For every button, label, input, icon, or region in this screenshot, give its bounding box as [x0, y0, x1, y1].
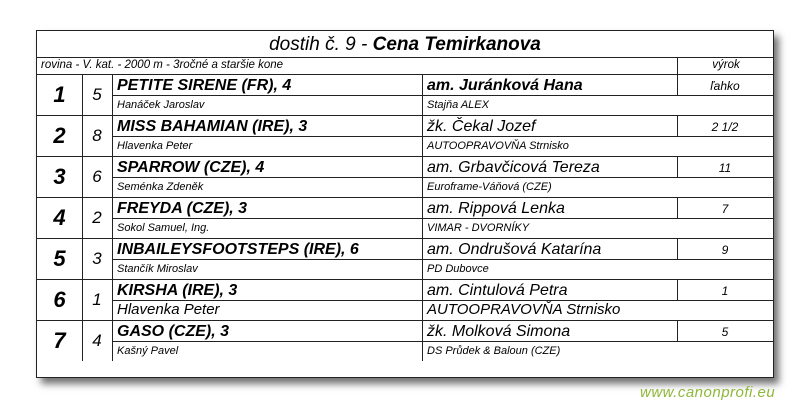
race-conditions: rovina - V. kat. - 2000 m - 3ročné a staršie kone — [41, 59, 284, 71]
entry-row — [37, 75, 773, 116]
entry-row — [37, 239, 773, 280]
horse-name: GASO (CZE), 3 — [117, 323, 230, 340]
owner-name: žk. Molková Simona — [427, 323, 571, 340]
entry-row — [37, 116, 773, 157]
stable-name: Euroframe-Váňová (CZE) — [427, 181, 552, 193]
jockey-name: Hanáček Jaroslav — [117, 99, 205, 111]
start-number: 1 — [82, 280, 113, 320]
race-title-name: Cena Temirkanova — [372, 34, 541, 55]
start-number: 2 — [82, 198, 113, 238]
start-number: 4 — [82, 321, 113, 361]
result-margin: 11 — [718, 161, 732, 175]
start-number: 3 — [82, 239, 113, 279]
start-number: 6 — [82, 157, 113, 197]
finish-position: 1 — [37, 75, 83, 115]
start-number: 8 — [82, 116, 113, 156]
stable-name: Stajňa ALEX — [427, 99, 489, 111]
result-margin: 1 — [721, 284, 729, 298]
entry-row — [37, 198, 773, 239]
finish-position: 3 — [37, 157, 83, 197]
race-title — [37, 31, 773, 58]
race-title-prefix: dostih č. 9 - — [269, 34, 368, 55]
result-margin: 9 — [721, 243, 729, 257]
horse-name: SPARROW (CZE), 4 — [117, 159, 265, 176]
finish-position: 7 — [37, 321, 83, 361]
result-margin: 5 — [721, 325, 729, 339]
horse-name: INBAILEYSFOOTSTEPS (IRE), 6 — [117, 241, 359, 258]
owner-name: am. Ondrušová Katarína — [427, 241, 602, 258]
owner-name: žk. Čekal Jozef — [427, 118, 536, 135]
owner-name: am. Grbavčicová Tereza — [427, 159, 600, 176]
jockey-name: Hlavenka Peter — [117, 140, 193, 152]
finish-position: 6 — [37, 280, 83, 320]
jockey-name: Seménka Zdeněk — [117, 181, 204, 193]
jockey-name: Hlavenka Peter — [117, 301, 220, 318]
stable-name: DS Průdek & Baloun (CZE) — [427, 345, 561, 357]
result-margin: 2 1/2 — [711, 120, 739, 134]
horse-name: MISS BAHAMIAN (IRE), 3 — [117, 118, 308, 135]
horse-name: FREYDA (CZE), 3 — [117, 200, 248, 217]
horse-name: KIRSHA (IRE), 3 — [117, 282, 238, 299]
owner-name: am. Rippová Lenka — [427, 200, 565, 217]
result-margin: ľahko — [710, 79, 740, 93]
result-margin: 7 — [721, 202, 729, 216]
result-column-header: výrok — [677, 57, 774, 74]
owner-name: am. Juránková Hana — [427, 77, 583, 94]
horse-name: PETITE SIRENE (FR), 4 — [117, 77, 292, 94]
finish-position: 2 — [37, 116, 83, 156]
jockey-name: Kašný Pavel — [117, 345, 179, 357]
entry-row — [37, 280, 773, 321]
entry-row — [37, 321, 773, 361]
jockey-name: Sokol Samuel, Ing. — [117, 222, 210, 234]
race-conditions-row — [37, 57, 773, 75]
race-result-card — [36, 30, 774, 378]
stable-name: VIMAR - DVORNÍKY — [427, 222, 530, 234]
entry-row — [37, 157, 773, 198]
stable-name: PD Dubovce — [427, 263, 489, 275]
start-number: 5 — [82, 75, 113, 115]
stable-name: AUTOOPRAVOVŇA Strnisko — [427, 301, 621, 318]
stable-name: AUTOOPRAVOVŇA Strnisko — [427, 140, 569, 152]
finish-position: 5 — [37, 239, 83, 279]
jockey-name: Stančík Miroslav — [117, 263, 198, 275]
owner-name: am. Cintulová Petra — [427, 282, 568, 299]
watermark: www.canonprofi.eu — [640, 384, 776, 401]
finish-position: 4 — [37, 198, 83, 238]
